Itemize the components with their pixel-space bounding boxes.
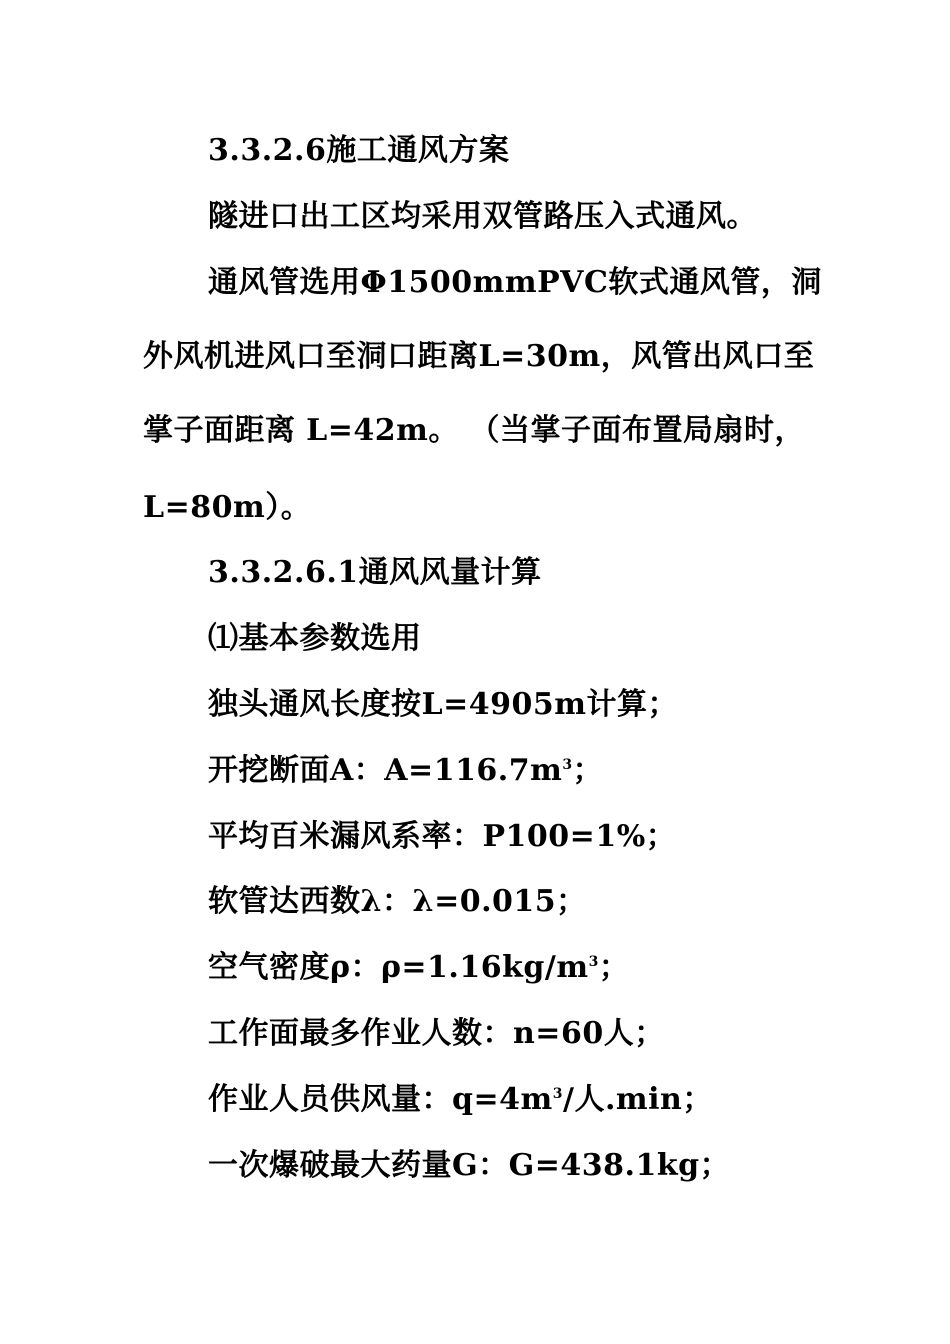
text-segment: L=42m。 <box>306 413 459 448</box>
text-segment: 风管出风口至 <box>631 339 815 374</box>
param-tunnel-length: 独头通风长度按L=4905m计算； <box>208 687 678 722</box>
param-max-explosive-charge: 一次爆破最大药量G：G=438.1kg； <box>208 1148 731 1183</box>
text-segment: Φ1500mmPVC <box>360 265 609 300</box>
text-segment: 掌子面距离 <box>143 413 296 448</box>
text-segment: 通风管选用 <box>208 265 361 300</box>
param-tail: ； <box>572 753 604 788</box>
section-heading: 3.3.2.6施工通风方案 <box>208 133 510 168</box>
text-segment: 洞 <box>791 265 822 300</box>
text-segment: 软式通风管， <box>608 265 792 300</box>
param-leakage-rate: 平均百米漏风系率：P100=1%； <box>208 819 677 854</box>
param-max-workers: 工作面最多作业人数：n=60人； <box>208 1016 665 1051</box>
superscript: 3 <box>562 757 573 773</box>
text-segment: L=30m， <box>478 339 632 374</box>
param-air-supply-per-worker <box>208 1080 713 1120</box>
param-darcy-coefficient: 软管达西数λ：λ=0.015； <box>208 884 587 919</box>
param-text: 空气密度ρ：ρ=1.16kg/m <box>208 950 589 985</box>
text-segment: （当掌子面布置局扇时， <box>469 413 805 448</box>
superscript: 3 <box>588 954 599 970</box>
paragraph-duct-line-3 <box>143 411 805 451</box>
paragraph-ventilation-method: 隧进口出工区均采用双管路压入式通风。 <box>208 199 757 234</box>
paragraph-duct-line-4: L=80m）。 <box>143 490 312 525</box>
param-tail: /人.min； <box>562 1082 713 1117</box>
section-title-basic-params: ⑴基本参数选用 <box>208 621 422 656</box>
param-excavation-area <box>208 751 603 791</box>
param-text: 开挖断面A：A=116.7m <box>208 753 563 788</box>
superscript: 3 <box>552 1086 563 1102</box>
text-segment: 外风机进风口至洞口距离 <box>143 339 479 374</box>
paragraph-duct-line-2 <box>143 337 815 377</box>
param-air-density <box>208 948 629 988</box>
subsection-heading: 3.3.2.6.1通风风量计算 <box>208 555 542 590</box>
param-tail: ； <box>598 950 630 985</box>
param-text: 作业人员供风量：q=4m <box>208 1082 553 1117</box>
paragraph-duct-line-1 <box>208 263 822 303</box>
